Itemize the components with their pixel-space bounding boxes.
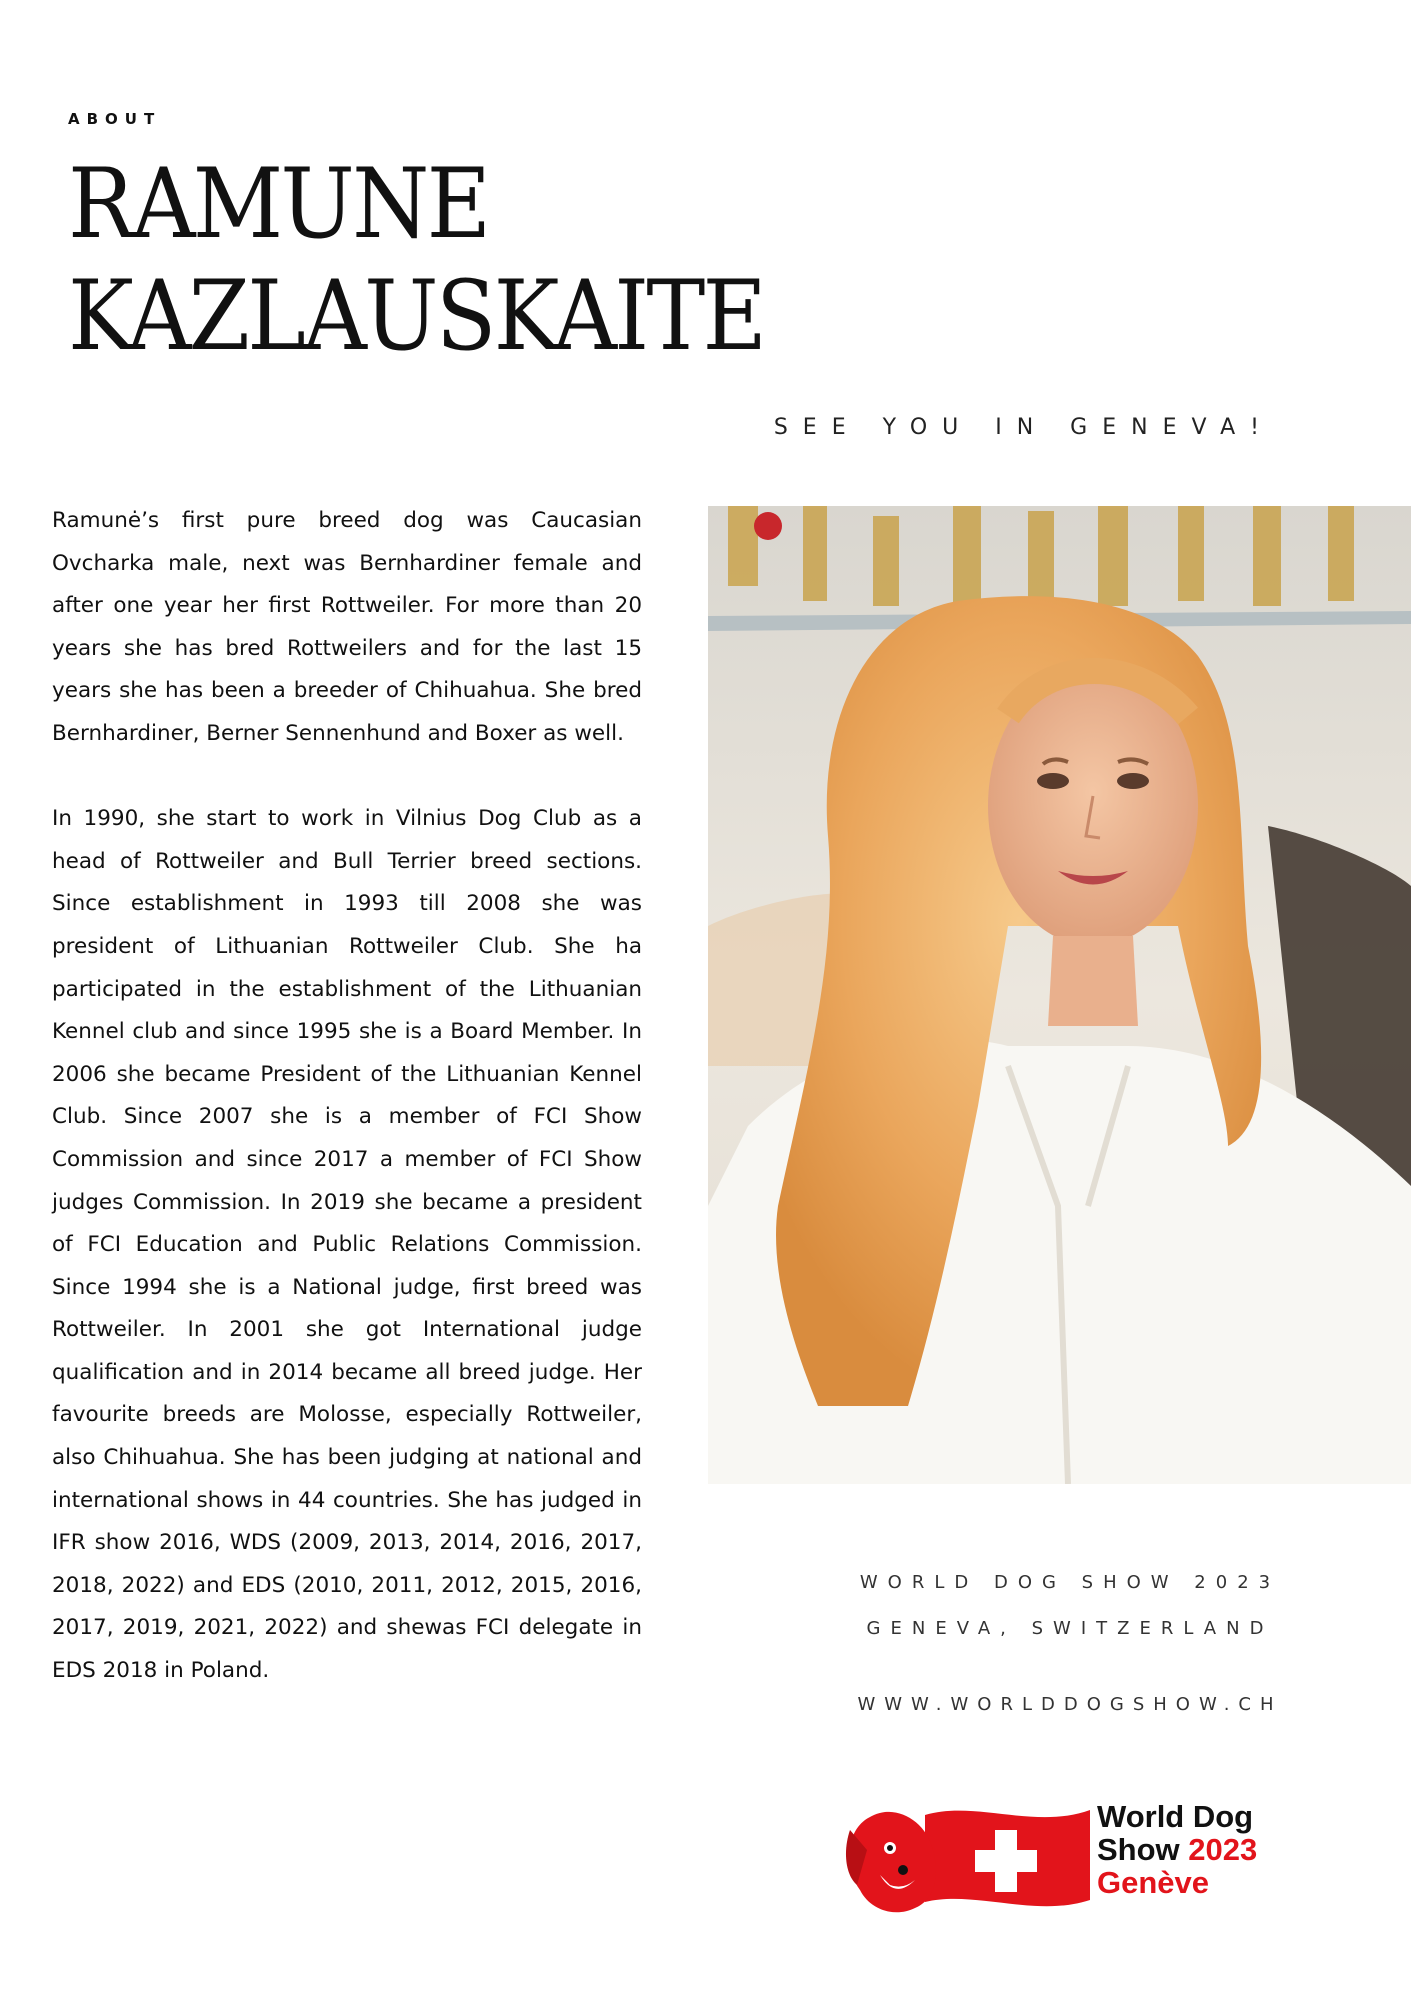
portrait-photo [708,506,1411,1484]
biography [52,500,642,1735]
judge-name [68,148,764,372]
bio-paragraph-2: In 1990, she start to work in Vilnius Dog Club as a head of Rottweiler and Bull Terrier breed sections. Since establishment in 1993 till 2008 she was president of Lithuanian Rottweiler Club. She ha participated in the establishment of the Lithuanian Kennel club and since 1995 she is a Board Member. In 2006 she became President of the Lithuanian Kennel Club. Since 2007 she is a member of FCI Show Commission and since 2017 a member of FCI Show judges Commission. In 2019 she became a president of FCI Education and Public Relations Commission. Since 1994 she is a National judge, first breed was Rottweiler. In 2001 she got International judge qualification and in 2014 became all breed judge. Her favourite breeds are Molosse, especially Rottweiler, also Chihuahua. She has been judging at national and international shows in 44 countries. She has judged in IFR show 2016, WDS (2009, 2013, 2014, 2016, 2017, 2018, 2022) and EDS (2010, 2011, 2012, 2015, 2016, 2017, 2019, 2021, 2022) and shewas FCI delegate in EDS 2018 in Poland. [52,806,642,1684]
logo-show-word: Show [1097,1832,1189,1867]
logo-line-1: World Dog [1097,1799,1254,1834]
portrait-illustration [708,506,1411,1484]
dog-flag-icon [845,1790,1095,1920]
event-location: GENEVA, SWITZERLAND [866,1618,1274,1639]
about-kicker: ABOUT [68,110,162,128]
event-title: WORLD DOG SHOW 2023 [859,1572,1281,1593]
bio-paragraph-1: Ramunė’s first pure breed dog was Caucasian Ovcharka male, next was Bernhardiner female and after one year her first Rottweiler. For more than 20 years she has bred Rottweilers and for the last 15 years she has been a breeder of Chihuahua. She bred Bernhardiner, Berner Sennenhund and Boxer as well. [52,508,642,746]
event-website-link[interactable]: WWW.WORLDDOGSHOW.CH [857,1694,1283,1715]
logo-line-2 [1097,1833,1257,1866]
judge-first-name: RAMUNE [68,148,489,260]
logo-year: 2023 [1188,1832,1258,1867]
logo-line-3: Genève [1097,1865,1210,1900]
judge-last-name: KAZLAUSKAITE [68,260,765,372]
tagline: SEE YOU IN GENEVA! [773,415,1274,440]
world-dog-show-logo [845,1790,1265,1920]
logo-wordmark [1097,1800,1257,1899]
